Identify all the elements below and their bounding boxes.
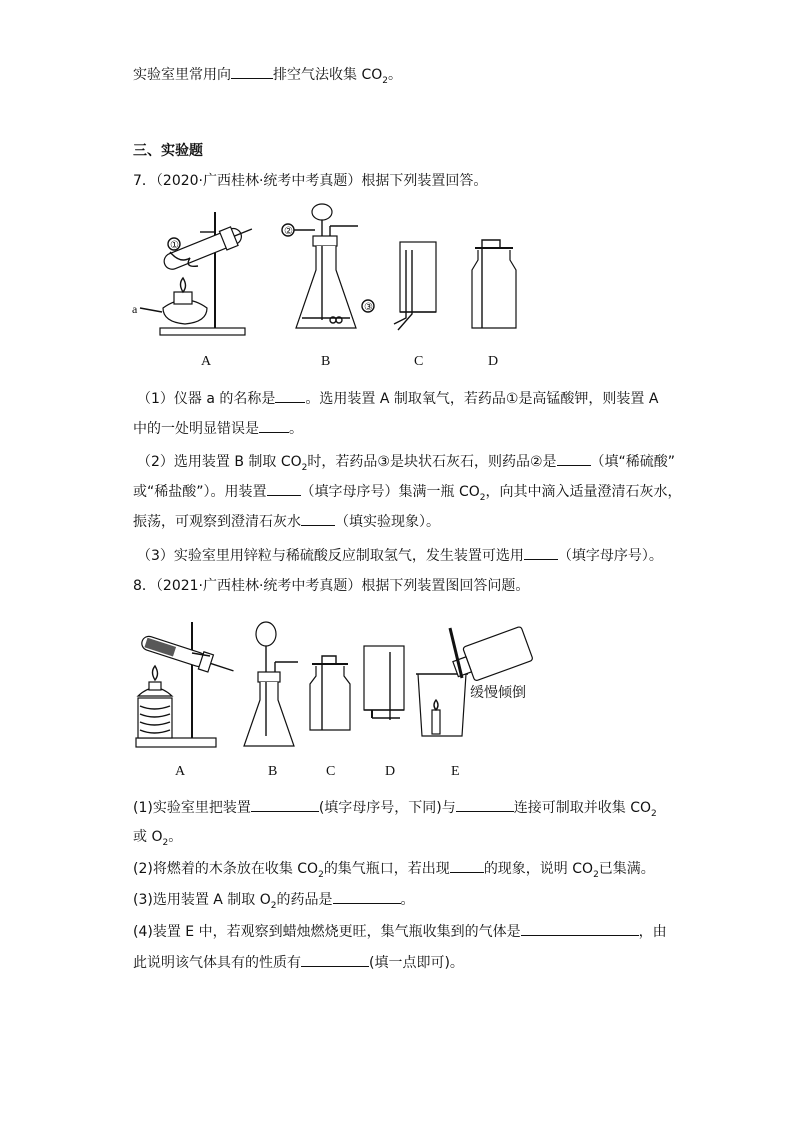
q7-part3: （3）实验室里用锌粒与稀硫酸反应制取氢气，发生装置可选用 （填字母序号）。 — [137, 545, 663, 566]
label-e: E — [451, 764, 460, 779]
label-c: C — [414, 354, 424, 369]
intro-text: 实验室里常用向 — [133, 67, 231, 83]
q7-apparatus-diagram — [130, 200, 550, 350]
q8-part1-line1: (1)实验室里把装置 (填字母序号，下同)与 连接可制取并收集 $CO_2$ — [133, 797, 657, 824]
answer-blank[interactable] — [231, 64, 273, 79]
apparatus-b — [244, 622, 298, 746]
answer-blank[interactable] — [333, 889, 401, 904]
answer-blank[interactable] — [557, 451, 591, 466]
svg-text:①: ① — [170, 240, 179, 251]
apparatus-a — [132, 212, 256, 335]
question-8-header: 8．（2021·广西桂林·统考中考真题）根据下列装置图回答问题。 — [133, 578, 530, 594]
svg-text:②: ② — [284, 226, 293, 237]
subscript: 2 — [382, 75, 388, 86]
label-a: A — [201, 354, 212, 369]
apparatus-d — [472, 240, 516, 328]
label-d: D — [488, 354, 499, 369]
apparatus-c — [310, 656, 350, 730]
apparatus-a — [136, 622, 236, 747]
q8-part4-line2: 此说明该气体具有的性质有 (填一点即可)。 — [133, 952, 464, 973]
answer-blank[interactable] — [267, 481, 301, 496]
q7-part1-line2: 中的一处明显错误是 。 — [133, 418, 303, 439]
q8-part1-line2: 或 $O_2$。 — [133, 829, 183, 848]
answer-blank[interactable] — [521, 921, 639, 936]
answer-blank[interactable] — [301, 511, 335, 526]
answer-blank[interactable] — [301, 952, 369, 967]
label-d: D — [385, 764, 396, 779]
answer-blank[interactable] — [251, 797, 319, 812]
label-a: A — [175, 764, 186, 779]
section-title: 三、实验题 — [133, 143, 203, 159]
answer-blank[interactable] — [450, 858, 484, 873]
answer-blank[interactable] — [456, 797, 514, 812]
q8-part3: (3)选用装置 A 制取 $O_2$的药品是 。 — [133, 889, 415, 916]
intro-text: 排空气法收集 CO — [273, 67, 383, 83]
question-7-header: 7．（2020·广西桂林·统考中考真题）根据下列装置回答。 — [133, 173, 488, 189]
label-b: B — [321, 354, 331, 369]
apparatus-c — [394, 242, 436, 330]
apparatus-b — [282, 204, 374, 328]
q7-part1-line1: （1）仪器 a 的名称是 。选用装置 A 制取氧气，若药品①是高锰酸钾，则装置 A — [137, 388, 658, 409]
annotation-slow-pour: 缓慢倾倒 — [470, 685, 526, 701]
svg-text:③: ③ — [364, 302, 373, 313]
q7-part2-line1: （2）选用装置 B 制取 $CO_2$时，若药品③是块状石灰石，则药品②是 （填“稀硫酸” — [137, 451, 675, 478]
answer-blank[interactable] — [275, 388, 305, 403]
intro-text: 。 — [387, 67, 402, 83]
q8-part4-line1: (4)装置 E 中，若观察到蜡烛燃烧更旺，集气瓶收集到的气体是 ，由 — [133, 921, 667, 942]
q7-part2-line2: 或“稀盐酸”）。用装置 （填字母序号）集满一瓶 $CO_2$，向其中滴入适量澄清石灰水， — [133, 481, 682, 508]
apparatus-d — [364, 646, 404, 720]
label-b: B — [268, 764, 278, 779]
apparatus-e — [416, 626, 533, 736]
answer-blank[interactable] — [524, 545, 558, 560]
q8-part2: (2)将燃着的木条放在收集 $CO_2$的集气瓶口，若出现 的现象，说明 $CO_2$已集满。 — [133, 858, 655, 885]
q7-part2-line3: 振荡，可观察到澄清石灰水 （填实验现象）。 — [133, 511, 440, 532]
svg-text:a: a — [132, 302, 138, 316]
intro-line — [133, 64, 402, 91]
label-c: C — [326, 764, 336, 779]
answer-blank[interactable] — [259, 418, 289, 433]
